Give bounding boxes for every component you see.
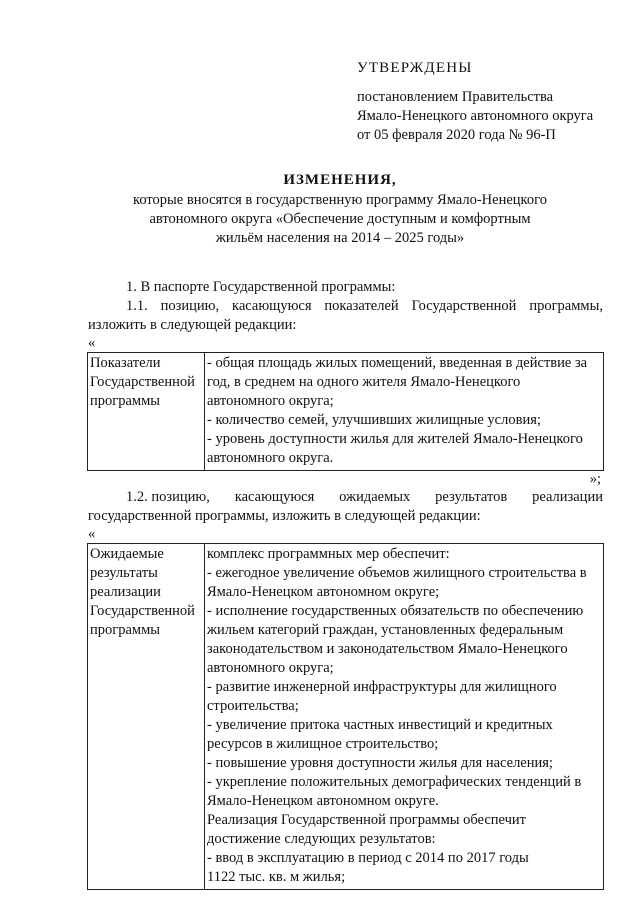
word: Государственной — [411, 298, 517, 314]
content-line: - уровень доступности жилья для жителей Ямало-Ненецкого — [207, 431, 583, 447]
document-subtitle-line: которые вносятся в государственную программу Ямало-Ненецкого — [133, 192, 547, 208]
quote-close: »; — [589, 471, 601, 487]
content-line: - увеличение притока частных инвестиций и кредитных — [207, 717, 553, 733]
content-line: автономного округа. — [207, 450, 334, 466]
label-line: программы — [90, 393, 160, 409]
table-content-cell — [205, 353, 604, 471]
content-line: - количество семей, улучшивших жилищные условия; — [207, 412, 541, 428]
expected-results-table — [87, 543, 604, 890]
content-line: ресурсов в жилищное строительство; — [207, 736, 439, 752]
document-title: ИЗМЕНЕНИЯ, — [283, 172, 397, 188]
word: результатов — [435, 489, 508, 505]
quote-open: « — [88, 526, 96, 542]
section1-heading: 1. В паспорте Государственной программы: — [126, 279, 396, 295]
label-line: результаты — [90, 565, 158, 581]
item-1-2-line2: государственной программы, изложить в следующей редакции: — [88, 508, 481, 524]
word: программы, — [529, 298, 603, 314]
approval-line: от 05 февраля 2020 года № 96-П — [357, 127, 556, 143]
approval-heading: УТВЕРЖДЕНЫ — [357, 60, 473, 76]
label-line: реализации — [90, 584, 161, 600]
approval-line: Ямало-Ненецкого автономного округа — [357, 108, 594, 124]
table-row — [88, 544, 604, 890]
word: касающуюся — [234, 489, 315, 505]
table-label-cell — [88, 353, 205, 471]
label-line: Ожидаемые — [90, 546, 164, 562]
content-line: автономного округа; — [207, 393, 334, 409]
label-line: Показатели — [90, 355, 161, 371]
content-line: Ямало-Ненецком автономном округе; — [207, 584, 440, 600]
word: ожидаемых — [339, 489, 411, 505]
document-subtitle-line: жильём населения на 2014 – 2025 годы» — [215, 230, 465, 246]
content-line: год, в среднем на одного жителя Ямало-Ненецкого — [207, 374, 521, 390]
content-line: автономного округа; — [207, 660, 334, 676]
content-line: Реализация Государственной программы обеспечит — [207, 812, 527, 828]
word: 1.2. позицию, — [126, 489, 210, 505]
content-line: комплекс программных мер обеспечит: — [207, 546, 450, 562]
word: позицию, — [160, 298, 220, 314]
table-row — [88, 353, 604, 471]
label-line: Государственной — [90, 603, 195, 619]
table-content-cell — [205, 544, 604, 890]
document-title-block — [70, 172, 610, 248]
document-body — [88, 278, 603, 890]
label-line: программы — [90, 622, 160, 638]
content-line: - укрепление положительных демографических тенденций в — [207, 774, 582, 790]
label-line: Государственной — [90, 374, 195, 390]
word: реализации — [532, 489, 603, 505]
content-line: - общая площадь жилых помещений, введенная в действие за — [207, 355, 588, 371]
document-subtitle-line: автономного округа «Обеспечение доступным и комфортным — [149, 211, 531, 227]
approval-block — [357, 60, 627, 145]
word: касающуюся — [232, 298, 312, 314]
approval-line: постановлением Правительства — [357, 89, 554, 105]
content-line: Ямало-Ненецком автономном округе. — [207, 793, 439, 809]
item-1-1-line1 — [88, 297, 603, 316]
indicators-table — [87, 352, 604, 471]
item-1-1-line2: изложить в следующей редакции: — [88, 317, 297, 333]
word: 1.1. — [126, 298, 148, 314]
content-line: - ежегодное увеличение объемов жилищного строительства в — [207, 565, 587, 581]
table-label-cell — [88, 544, 205, 890]
content-line: достижение следующих результатов: — [207, 831, 436, 847]
content-line: строительства; — [207, 698, 299, 714]
content-line: - ввод в эксплуатацию в период с 2014 по 2017 годы — [207, 850, 529, 866]
content-line: - повышение уровня доступности жилья для населения; — [207, 755, 553, 771]
quote-open: « — [88, 335, 96, 351]
content-line: - исполнение государственных обязательств по обеспечению — [207, 603, 584, 619]
content-line: 1122 тыс. кв. м жилья; — [207, 869, 346, 885]
content-line: - развитие инженерной инфраструктуры для жилищного — [207, 679, 557, 695]
item-1-2-line1 — [88, 488, 603, 507]
word: показателей — [324, 298, 399, 314]
content-line: жильем категорий граждан, установленных федеральным — [207, 622, 564, 638]
content-line: законодательством и законодательством Ямало-Ненецкого — [207, 641, 568, 657]
